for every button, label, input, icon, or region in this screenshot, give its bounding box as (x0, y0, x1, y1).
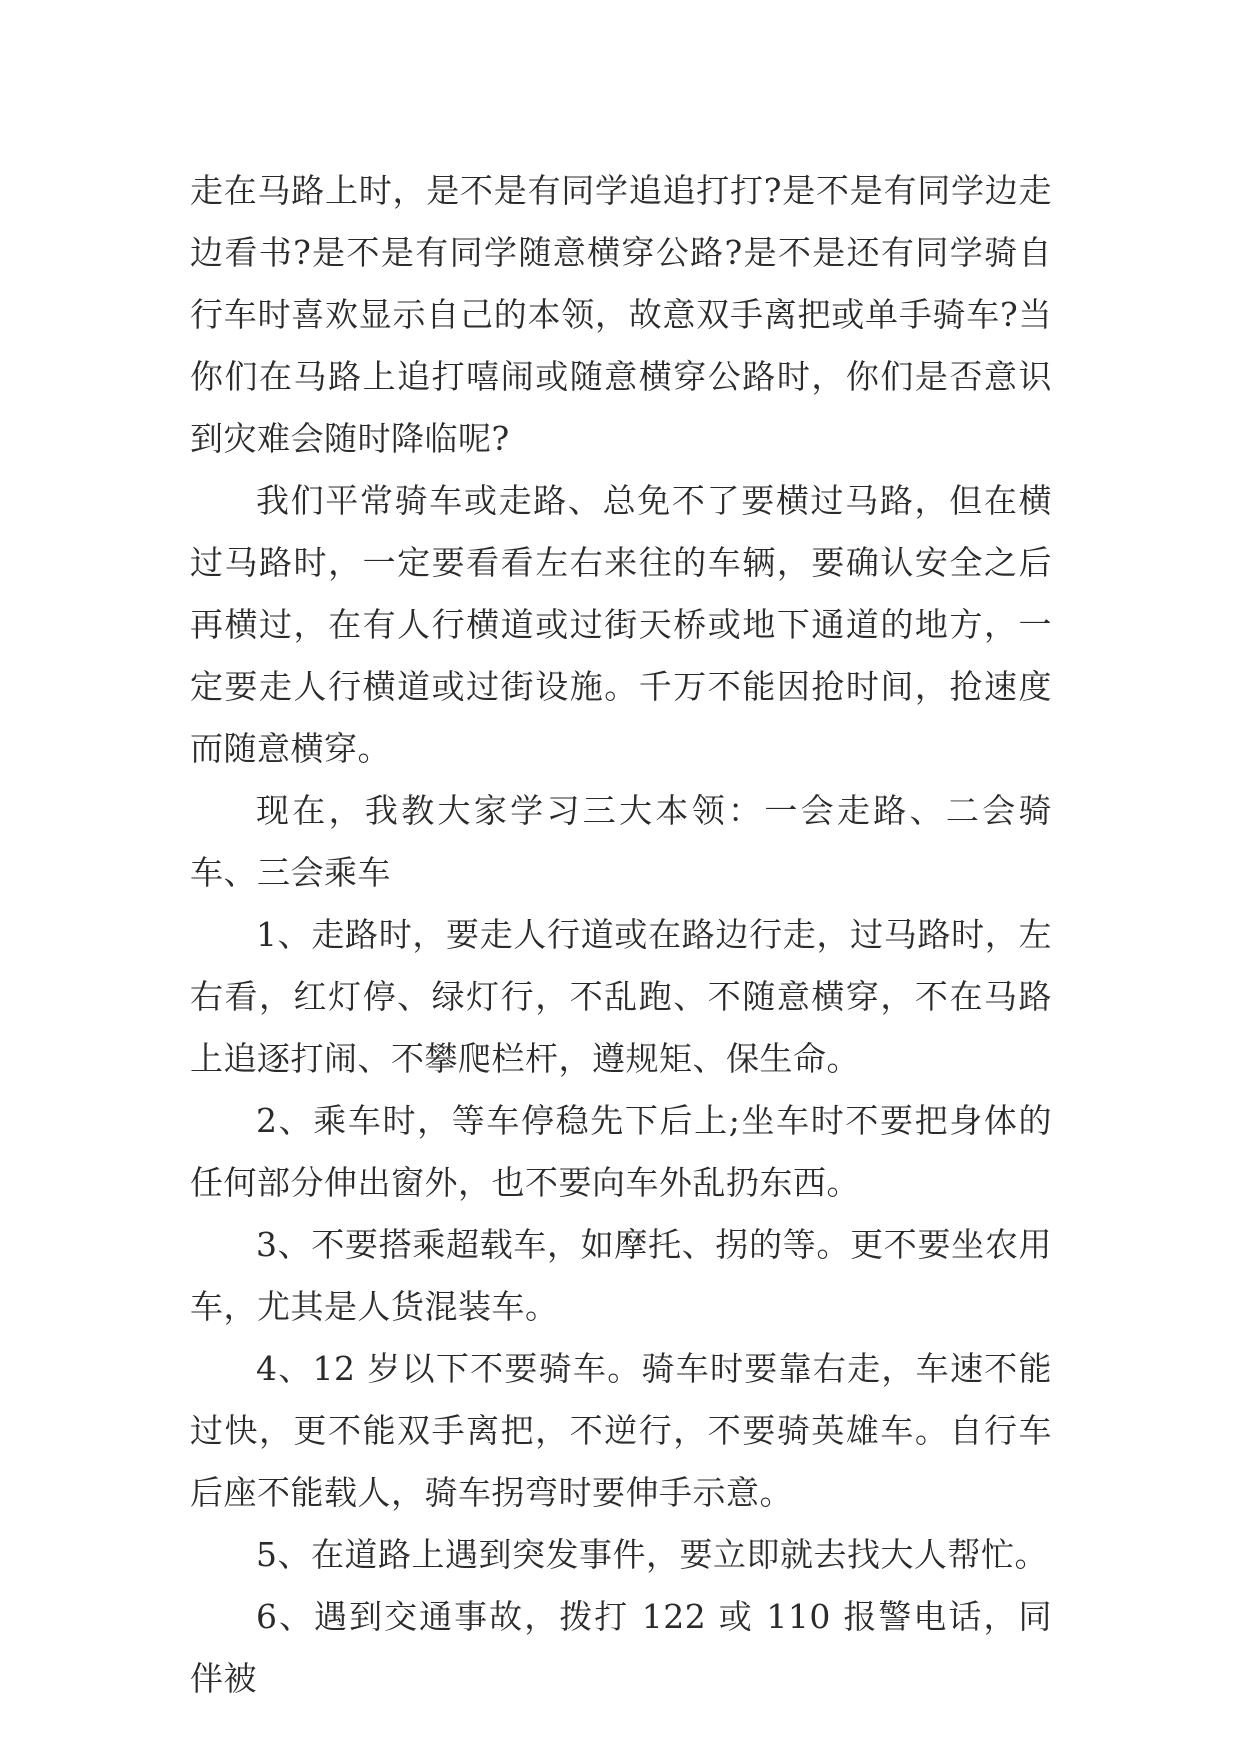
list-item-riding-bus: 2、乘车时，等车停稳先下后上;坐车时不要把身体的任何部分伸出窗外，也不要向车外乱扔东西。 (190, 1101, 1052, 1202)
paragraph-three-skills: 现在，我教大家学习三大本领：一会走路、二会骑车、三会乘车 (190, 791, 1052, 892)
body-text (190, 160, 1052, 1710)
paragraph-street-behavior: 走在马路上时，是不是有同学追追打打?是不是有同学边走边看书?是不是有同学随意横穿公路?是不是还有同学骑自行车时喜欢显示自己的本领，故意双手离把或单手骑车?当你们在马路上追打嘻闹或随意横穿公路时，你们是否意识到灾难会随时降临呢? (190, 171, 1052, 458)
list-item-walking: 1、走路时，要走人行道或在路边行走，过马路时，左右看，红灯停、绿灯行，不乱跑、不随意横穿，不在马路上追逐打闹、不攀爬栏杆，遵规矩、保生命。 (190, 915, 1052, 1078)
paragraph-crossing-road: 我们平常骑车或走路、总免不了要横过马路，但在横过马路时，一定要看看左右来往的车辆，要确认安全之后再横过，在有人行横道或过街天桥或地下通道的地方，一定要走人行横道或过街设施。千万不能因抢时间，抢速度而随意横穿。 (190, 481, 1052, 768)
list-item-emergency: 5、在道路上遇到突发事件，要立即就去找大人帮忙。 (256, 1535, 1048, 1574)
list-item-cycling: 4、12 岁以下不要骑车。骑车时要靠右走，车速不能过快，更不能双手离把，不逆行，不要骑英雄车。自行车后座不能载人，骑车拐弯时要伸手示意。 (190, 1349, 1052, 1512)
list-item-overloaded-vehicle: 3、不要搭乘超载车，如摩托、拐的等。更不要坐农用车，尤其是人货混装车。 (190, 1225, 1052, 1326)
list-item-accident: 6、遇到交通事故，拨打 122 或 110 报警电话，同伴被 (190, 1597, 1052, 1698)
